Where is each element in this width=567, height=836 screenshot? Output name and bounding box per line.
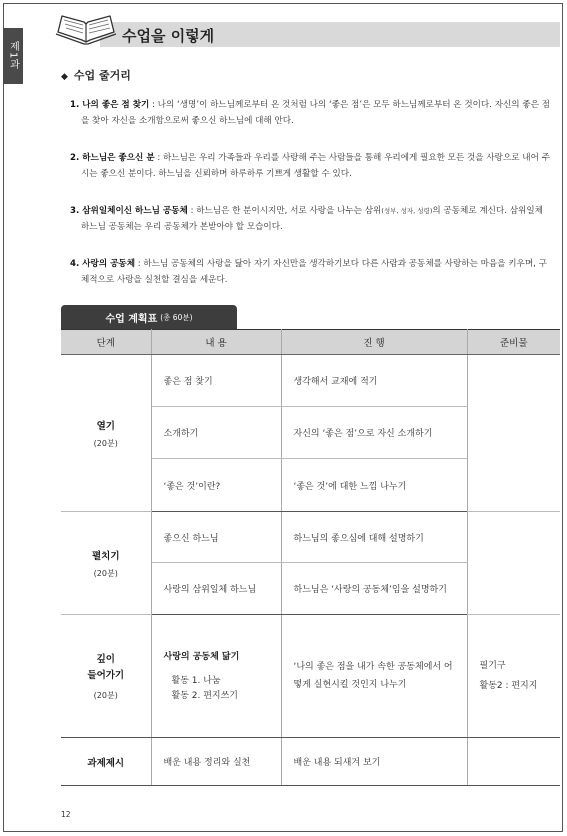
flow-item <box>70 203 550 235</box>
content-cell: 배운 내용 정리와 실천 <box>151 738 281 786</box>
flow-item-text: : 나의 ‘생명’이 하느님께로부터 온 것처럼 나의 ‘좋은 점’은 모두 하느님께로부터 온 것이다. 자신의 좋은 점을 찾아 자신을 소개함으로써 좋으신 하느님에 대해 안다. <box>81 100 550 126</box>
stage-label: 깊이 <box>96 653 115 665</box>
stage-spread <box>61 512 151 615</box>
flow-item <box>70 150 550 182</box>
stage-duration: (20분) <box>93 438 118 448</box>
header-progress: 진 행 <box>281 330 467 355</box>
content-cell: 사랑의 삼위일체 하느님 <box>151 563 281 615</box>
stage-task: 과제제시 <box>61 738 151 786</box>
flow-item-title: 2. 하느님은 좋으신 분 <box>70 153 155 163</box>
header-stage: 단계 <box>61 330 151 355</box>
flow-item-text: : 하느님 공동체의 사랑을 닮아 자기 자신만을 생각하기보다 다른 사람과 공동체를 사랑하는 마음을 키우며, 구체적으로 사랑을 실천할 결심을 세운다. <box>81 259 547 285</box>
progress-cell: 생각해서 교재에 적기 <box>281 355 467 407</box>
materials-cell <box>467 512 560 615</box>
content-cell: 소개하기 <box>151 407 281 459</box>
content-cell: 좋은 점 찾기 <box>151 355 281 407</box>
flow-item <box>70 97 550 129</box>
page-title: 수업을 이렇게 <box>122 27 215 45</box>
table-header-row <box>61 330 560 355</box>
lesson-side-tab-label: 제1과 <box>7 41 19 71</box>
content-cell <box>151 615 281 738</box>
table-row <box>61 512 560 563</box>
progress-cell: 배운 내용 되새겨 보기 <box>281 738 467 786</box>
progress-cell: ‘나의 좋은 점을 내가 속한 공동체에서 어떻게 실현시킬 것인지 나누기 <box>281 615 467 738</box>
material-item: 활동2 : 편지지 <box>479 681 538 691</box>
progress-cell: 하느님의 좋으심에 대해 설명하기 <box>281 512 467 563</box>
stage-label: 열기 <box>96 420 115 432</box>
plan-tab-duration: (총 60분) <box>160 312 193 322</box>
lesson-plan-table <box>61 329 560 786</box>
stage-label: 펼치기 <box>91 550 120 562</box>
table-row <box>61 615 560 738</box>
materials-cell <box>467 355 560 512</box>
flow-item-title: 4. 사랑의 공동체 <box>70 259 136 269</box>
activity-title: 사랑의 공동체 닮기 <box>163 651 240 662</box>
stage-duration: (20분) <box>93 690 118 700</box>
progress-cell: 자신의 ‘좋은 점’으로 자신 소개하기 <box>281 407 467 459</box>
diamond-bullet-icon: ◆ <box>61 72 68 82</box>
flow-item-title: 1. 나의 좋은 점 찾기 <box>70 100 150 110</box>
table-row <box>61 355 560 407</box>
activity-item: 활동 2. 편지쓰기 <box>171 690 238 701</box>
activity-item: 활동 1. 나눔 <box>171 675 221 686</box>
stage-label: 들어가기 <box>87 669 125 681</box>
flow-item <box>70 256 550 288</box>
open-book-icon <box>52 10 122 46</box>
content-cell: 좋으신 하느님 <box>151 512 281 563</box>
plan-tab-title: 수업 계획표 <box>105 313 158 325</box>
flow-item-text: : 하느님은 우리 가족들과 우리를 사랑해 주는 사람들을 통해 우리에게 필요한 모든 것을 사랑으로 내어 주시는 좋으신 분이다. 하느님을 신뢰하며 하루하루 기쁘게 생활할 수 있다. <box>81 153 550 179</box>
lesson-side-tab <box>3 28 23 84</box>
page-number: 12 <box>61 810 71 819</box>
content-cell: ‘좋은 것’이란? <box>151 459 281 512</box>
progress-cell: 하느님은 ‘사랑의 공동체’임을 설명하기 <box>281 563 467 615</box>
flow-heading <box>61 67 131 83</box>
stage-open <box>61 355 151 512</box>
flow-item-text: : 하느님은 한 분이시지만, 서로 사랑을 나누는 삼위 <box>187 206 382 216</box>
flow-heading-label: 수업 줄거리 <box>73 69 131 82</box>
flow-list <box>70 97 550 309</box>
materials-cell <box>467 615 560 738</box>
header-materials: 준비물 <box>467 330 560 355</box>
header-content: 내 용 <box>151 330 281 355</box>
table-row <box>61 738 560 786</box>
plan-table-tab <box>61 305 237 329</box>
flow-item-title: 3. 삼위일체이신 하느님 공동체 <box>70 206 188 216</box>
stage-deep <box>61 615 151 738</box>
flow-item-note: (성부, 성자, 성령) <box>381 207 433 215</box>
stage-duration: (20분) <box>93 568 118 578</box>
material-item: 필기구 <box>479 661 506 671</box>
progress-cell: ‘좋은 것’에 대한 느낌 나누기 <box>281 459 467 512</box>
flow-item-text: 의 공동체로 계신다. 삼위일체 하느님 공동체는 우리 공동체가 본받아야 할 모습이다. <box>81 206 543 232</box>
materials-cell <box>467 738 560 786</box>
